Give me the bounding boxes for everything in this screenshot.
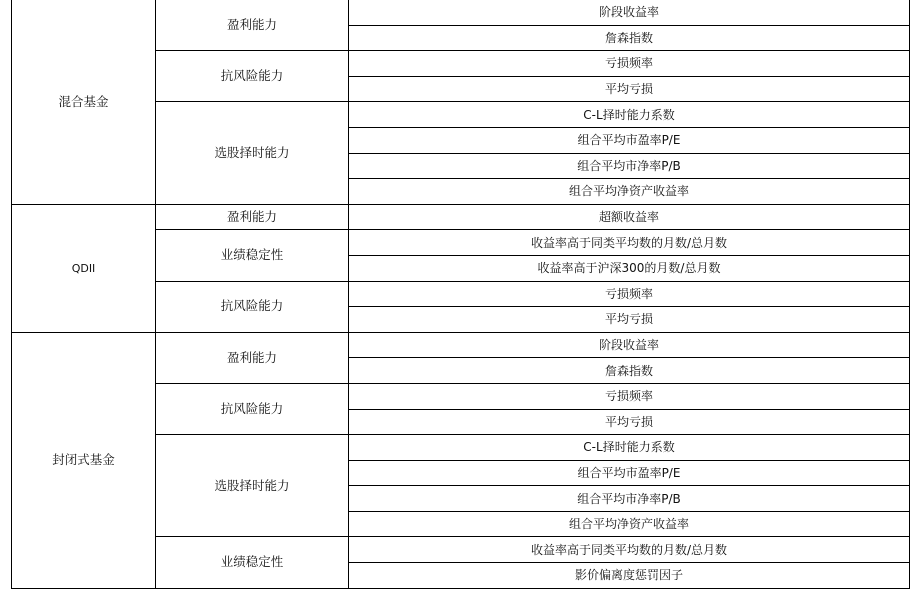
metric-cell: C-L择时能力系数 xyxy=(349,102,910,128)
metric-cell: 组合平均净资产收益率 xyxy=(349,179,910,205)
ability-cell: 选股择时能力 xyxy=(156,102,349,204)
metric-cell: 亏损频率 xyxy=(349,383,910,409)
metric-cell: 收益率高于同类平均数的月数/总月数 xyxy=(349,537,910,563)
metric-cell: 亏损频率 xyxy=(349,281,910,307)
metric-cell: 组合平均市净率P/B xyxy=(349,486,910,512)
table-row xyxy=(12,332,910,358)
metric-cell: 平均亏损 xyxy=(349,307,910,333)
metric-cell: 阶段收益率 xyxy=(349,0,910,25)
metric-cell: 影价偏离度惩罚因子 xyxy=(349,563,910,589)
metric-cell: 组合平均净资产收益率 xyxy=(349,511,910,537)
fund-type-cell: QDII xyxy=(12,204,156,332)
ability-cell: 盈利能力 xyxy=(156,204,349,230)
ability-cell: 业绩稳定性 xyxy=(156,230,349,281)
fund-type-cell: 混合基金 xyxy=(12,0,156,204)
metric-cell: 收益率高于沪深300的月数/总月数 xyxy=(349,255,910,281)
ability-cell: 抗风险能力 xyxy=(156,281,349,332)
ability-cell: 选股择时能力 xyxy=(156,435,349,537)
metric-cell: 超额收益率 xyxy=(349,204,910,230)
metric-cell: 平均亏损 xyxy=(349,409,910,435)
ability-cell: 抗风险能力 xyxy=(156,51,349,102)
metric-cell: 亏损频率 xyxy=(349,51,910,77)
ability-cell: 盈利能力 xyxy=(156,332,349,383)
metric-cell: 詹森指数 xyxy=(349,358,910,384)
metric-cell: 平均亏损 xyxy=(349,76,910,102)
ability-cell: 业绩稳定性 xyxy=(156,537,349,588)
metric-cell: 阶段收益率 xyxy=(349,332,910,358)
metric-cell: 组合平均市盈率P/E xyxy=(349,460,910,486)
fund-indicator-table xyxy=(11,0,910,589)
ability-cell: 抗风险能力 xyxy=(156,383,349,434)
ability-cell: 盈利能力 xyxy=(156,0,349,51)
metric-cell: 收益率高于同类平均数的月数/总月数 xyxy=(349,230,910,256)
metric-cell: C-L择时能力系数 xyxy=(349,435,910,461)
table-row xyxy=(12,204,910,230)
fund-type-cell: 封闭式基金 xyxy=(12,332,156,588)
metric-cell: 组合平均市盈率P/E xyxy=(349,127,910,153)
metric-cell: 组合平均市净率P/B xyxy=(349,153,910,179)
table-row xyxy=(12,0,910,25)
metric-cell: 詹森指数 xyxy=(349,25,910,51)
table-body xyxy=(12,0,910,588)
